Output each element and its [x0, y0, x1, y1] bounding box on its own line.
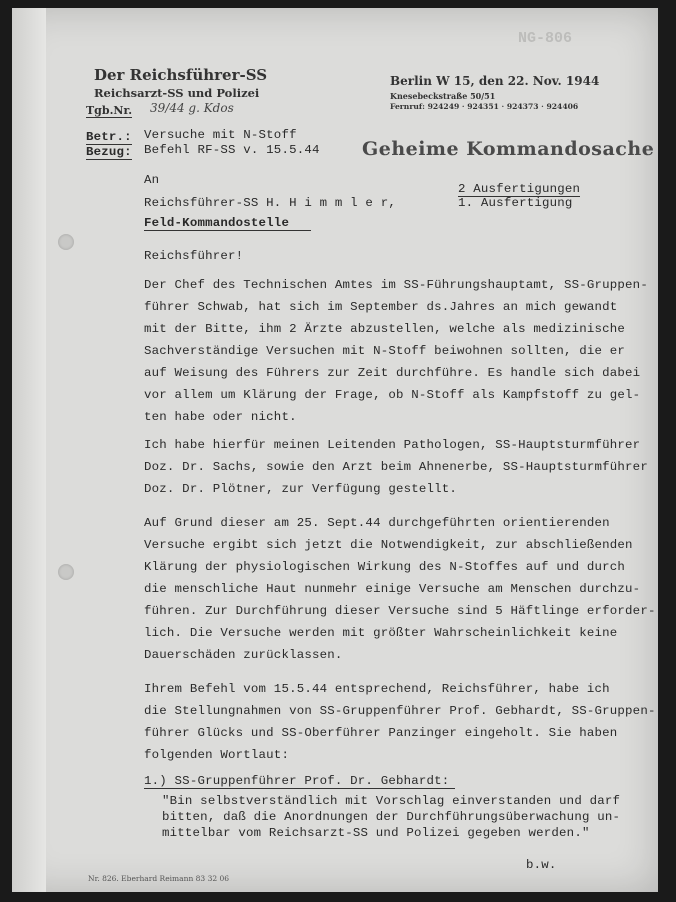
address-line: Knesebeckstraße 50/51 [390, 91, 496, 101]
body-line: führer Glücks und SS-Oberführer Panzinger eingeholt. Sie haben [144, 726, 618, 740]
copy-number: 1. Ausfertigung [458, 196, 573, 210]
body-line: Sachverständige Versuchen mit N-Stoff beiwohnen sollten, die er [144, 344, 626, 358]
paper-edge [12, 8, 46, 892]
body-line: Auf Grund dieser am 25. Sept.44 durchgeführten orientierenden [144, 516, 610, 530]
body-line: ten habe oder nicht. [144, 410, 297, 424]
body-line: Versuche ergibt sich jetzt die Notwendigkeit, zur abschließenden [144, 538, 633, 552]
body-line: Klärung der physiologischen Wirkung des N-Stoffes auf und durch [144, 560, 626, 574]
body-line: Der Chef des Technischen Amtes im SS-Führungshauptamt, SS-Gruppen- [144, 278, 648, 292]
body-line: lich. Die Versuche werden mit größter Wahrscheinlichkeit keine [144, 626, 618, 640]
punch-hole [58, 234, 74, 250]
betr-value: Versuche mit N-Stoff [144, 128, 297, 142]
recipient-an: An [144, 173, 160, 187]
body-line: vor allem um Klärung der Frage, ob N-Stoff als Kampfstoff zu gel- [144, 388, 641, 402]
body-line: die menschliche Haut nunmehr einige Versuche am Menschen durchzu- [144, 582, 641, 596]
body-line: Doz. Dr. Plötner, zur Verfügung gestellt. [144, 482, 458, 496]
body-line: führen. Zur Durchführung dieser Versuche sind 5 Häftlinge erforder- [144, 604, 656, 618]
sender-line2: Reichsarzt-SS und Polizei [94, 86, 260, 100]
quote-line: "Bin selbstverständlich mit Vorschlag einverstanden und darf [162, 794, 621, 808]
tgb-value: 39/44 g. Kdos [150, 101, 234, 115]
classification-stamp: Geheime Kommandosache [362, 138, 655, 160]
body-line: führer Schwab, hat sich im September ds.Jahres an mich gewandt [144, 300, 618, 314]
sender-line1: Der Reichsführer-SS [94, 66, 268, 84]
body-line: Ich habe hierfür meinen Leitenden Pathologen, SS-Hauptsturmführer [144, 438, 641, 452]
corner-mark: NG-806 [518, 30, 573, 47]
body-line: folgenden Wortlaut: [144, 748, 290, 762]
body-line: auf Weisung des Führers zur Zeit durchführe. Es handle sich dabei [144, 366, 641, 380]
body-line: die Stellungnahmen von SS-Gruppenführer Prof. Gebhardt, SS-Gruppen- [144, 704, 656, 718]
footer-print: Nr. 826. Eberhard Reimann 83 32 06 [88, 874, 230, 883]
bezug-value: Befehl RF-SS v. 15.5.44 [144, 143, 320, 157]
phone-line: Fernruf: 924249 · 924351 · 924373 · 924406 [390, 102, 579, 111]
body-line: Ihrem Befehl vom 15.5.44 entsprechend, Reichsführer, habe ich [144, 682, 610, 696]
continued-mark: b.w. [526, 858, 557, 872]
quote-line: bitten, daß die Anordnungen der Durchführungsüberwachung un- [162, 810, 621, 824]
document-page [12, 8, 658, 892]
betr-label: Betr.: [86, 130, 132, 144]
recipient-office: Feld-Kommandostelle [144, 216, 311, 231]
bezug-label: Bezug: [86, 145, 132, 159]
punch-hole [58, 564, 74, 580]
copies-count: 2 Ausfertigungen [458, 182, 581, 196]
body-line: mit der Bitte, ihm 2 Ärzte abzustellen, welche als medizinische [144, 322, 626, 336]
place-date: Berlin W 15, den 22. Nov. 1944 [390, 74, 600, 88]
body-line: Dauerschäden zurücklassen. [144, 648, 343, 662]
salutation: Reichsführer! [144, 249, 244, 263]
quote-line: mittelbar vom Reichsarzt-SS und Polizei gegeben werden." [162, 826, 590, 840]
item1-heading: 1.) SS-Gruppenführer Prof. Dr. Gebhardt: [144, 774, 455, 789]
recipient-name: Reichsführer-SS H. H i m m l e r, [144, 196, 396, 210]
body-line: Doz. Dr. Sachs, sowie den Arzt beim Ahnenerbe, SS-Hauptsturmführer [144, 460, 648, 474]
tgb-label: Tgb.Nr. [86, 104, 133, 117]
